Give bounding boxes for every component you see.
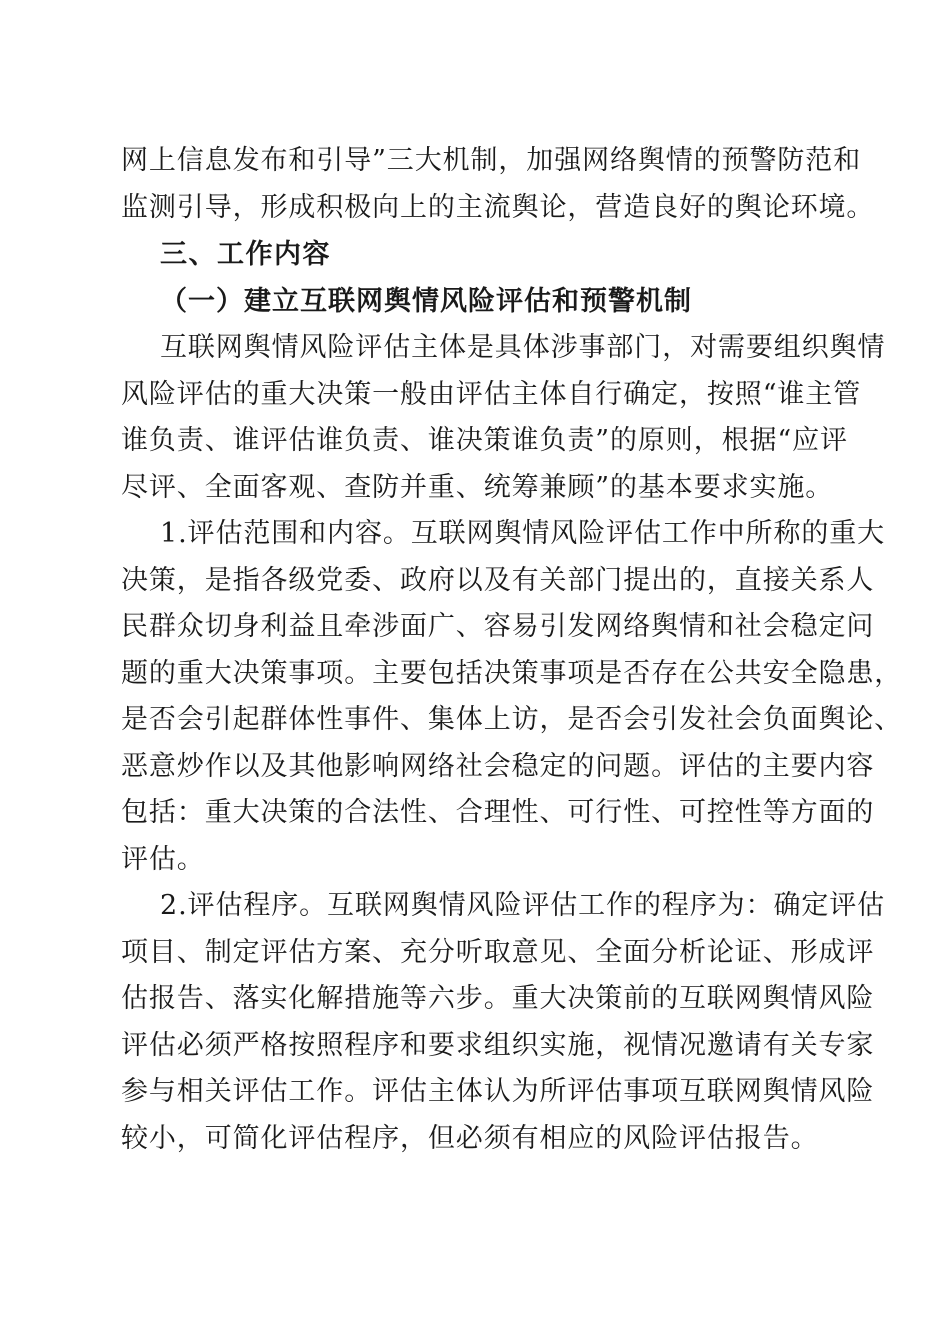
body-line: 评估。 [121, 844, 205, 875]
body-line: 网上信息发布和引导”三大机制，加强网络舆情的预警防范和 [121, 145, 862, 176]
body-line: 监测引导，形成积极向上的主流舆论，营造良好的舆论环境。 [121, 192, 875, 223]
body-line: 估报告、落实化解措施等六步。重大决策前的互联网舆情风险 [121, 983, 875, 1014]
body-line: 题的重大决策事项。主要包括决策事项是否存在公共安全隐患， [121, 658, 903, 689]
body-line: 包括：重大决策的合法性、合理性、可行性、可控性等方面的 [121, 797, 875, 828]
body-line: 评估必须严格按照程序和要求组织实施，视情况邀请有关专家 [121, 1030, 875, 1061]
section-heading: 三、工作内容 [160, 239, 331, 270]
body-line: 恶意炒作以及其他影响网络社会稳定的问题。评估的主要内容 [121, 751, 875, 782]
body-line: 互联网舆情风险评估主体是具体涉事部门，对需要组织舆情 [160, 332, 886, 363]
body-line: 尽评、全面客观、查防并重、统筹兼顾”的基本要求实施。 [121, 472, 834, 503]
body-line: 风险评估的重大决策一般由评估主体自行确定，按照“谁主管 [121, 379, 862, 410]
body-line: 2.评估程序。互联网舆情风险评估工作的程序为：确定评估 [160, 890, 886, 921]
body-line: 参与相关评估工作。评估主体认为所评估事项互联网舆情风险 [121, 1076, 875, 1107]
body-line: 1.评估范围和内容。互联网舆情风险评估工作中所称的重大 [160, 518, 886, 549]
body-line: 较小，可简化评估程序，但必须有相应的风险评估报告。 [121, 1123, 819, 1154]
subsection-heading: （一）建立互联网舆情风险评估和预警机制 [160, 286, 692, 317]
body-line: 项目、制定评估方案、充分听取意见、全面分析论证、形成评 [121, 937, 875, 968]
body-line: 是否会引起群体性事件、集体上访，是否会引发社会负面舆论、 [121, 704, 903, 735]
body-line: 民群众切身利益且牵涉面广、容易引发网络舆情和社会稳定问 [121, 611, 875, 642]
body-line: 谁负责、谁评估谁负责、谁决策谁负责”的原则，根据“应评 [121, 425, 848, 456]
body-line: 决策，是指各级党委、政府以及有关部门提出的，直接关系人 [121, 565, 875, 596]
